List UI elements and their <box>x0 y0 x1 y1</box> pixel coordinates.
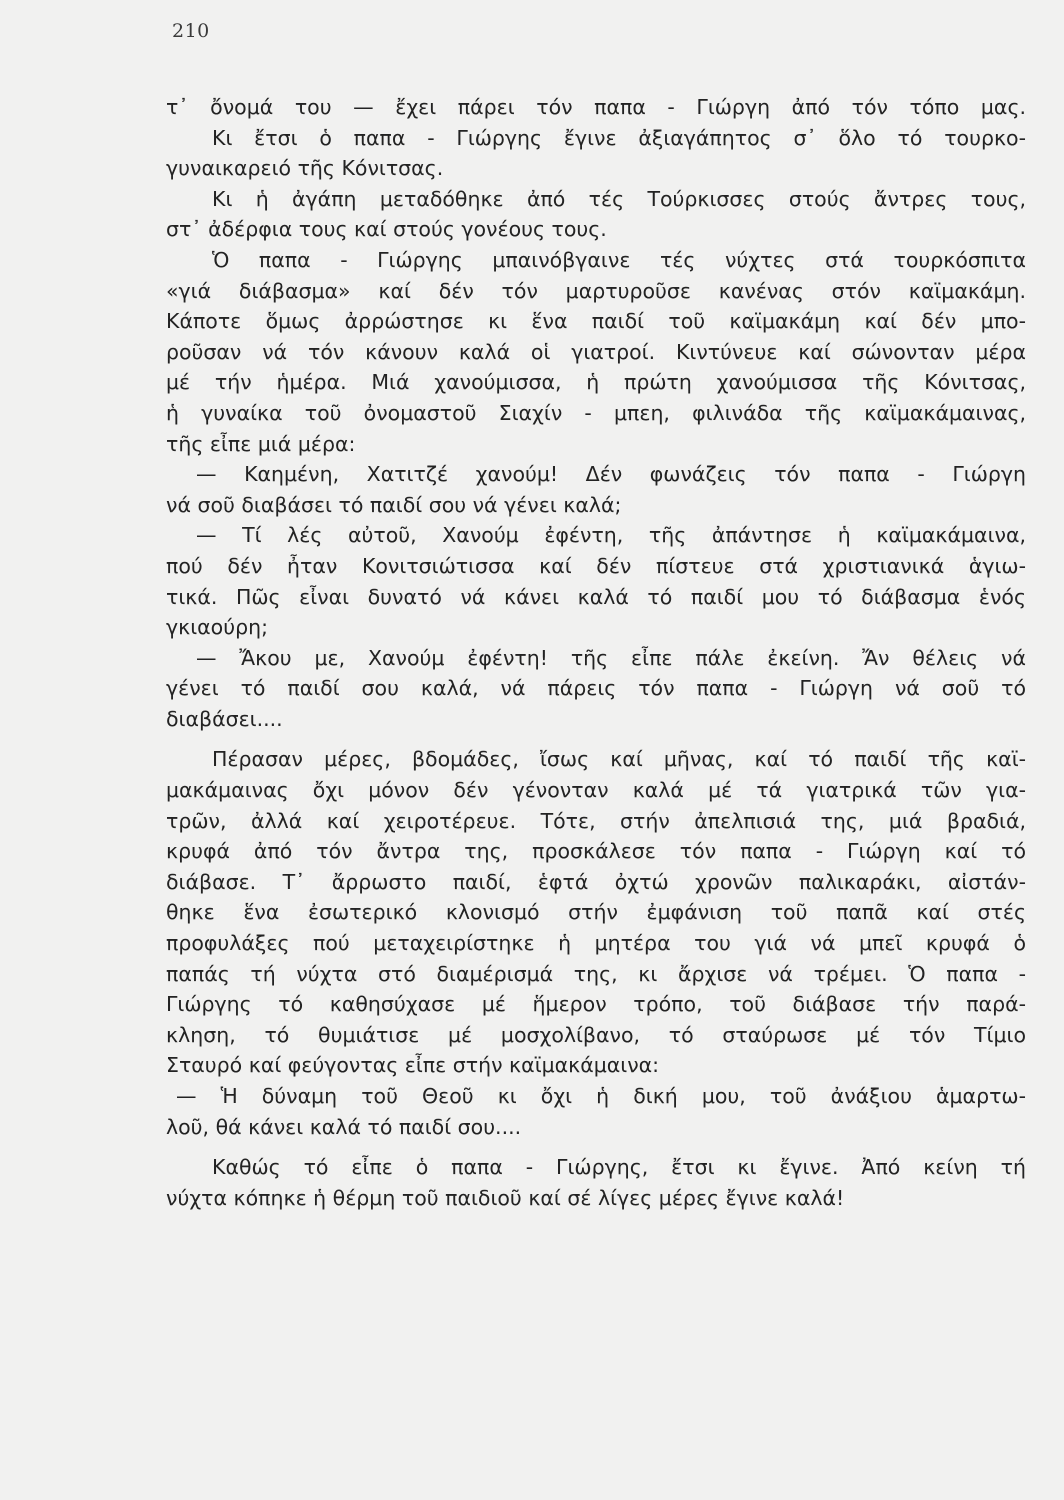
text-line: τῆς εἶπε μιά μέρα: <box>166 431 356 456</box>
text-line: ροῦσαν νά τόν κάνουν καλά οἱ γιατροί. Κιντύνευε καί σώνονταν μέρα <box>166 339 1026 364</box>
text-line: Κι ἡ ἀγάπη μεταδόθηκε ἀπό τές Τούρκισσες στούς ἄντρες τους, <box>212 186 1026 211</box>
text-line: — Καημένη, Χατιτζέ χανούμ! Δέν φωνάζεις τόν παπα - Γιώργη <box>196 462 1026 487</box>
text-line: Γιώργης τό καθησύχασε μέ ἥμερον τρόπο, τοῦ διάβασε τήν παρά- <box>166 992 1026 1017</box>
text-line: πού δέν ἦταν Κονιτσιώτισσα καί δέν πίστευε στά χριστιανικά ἁγιω- <box>166 553 1026 578</box>
text-line: ἡ γυναίκα τοῦ ὀνομαστοῦ Σιαχίν - μπεη, φιλινάδα τῆς καϊμακάμαινας, <box>166 400 1026 425</box>
paragraph-gap <box>166 734 1026 744</box>
body-text <box>166 92 1026 1213</box>
text-line: — Ἡ δύναμη τοῦ Θεοῦ κι ὄχι ἡ δική μου, τοῦ ἀνάξιου ἁμαρτω- <box>176 1084 1026 1108</box>
text-line: Καθώς τό εἶπε ὁ παπα - Γιώργης, ἔτσι κι ἔγινε. Ἀπό κείνη τή <box>212 1155 1026 1180</box>
text-line: λοῦ, θά κάνει καλά τό παιδί σου.... <box>166 1114 522 1139</box>
paragraph-gap <box>166 1142 1026 1152</box>
text-line: τρῶν, ἀλλά καί χειροτέρευε. Τότε, στήν ἀπελπισιά της, μιά βραδιά, <box>166 808 1026 833</box>
text-line: γένει τό παιδί σου καλά, νά πάρεις τόν παπα - Γιώργη νά σοῦ τό <box>166 676 1026 701</box>
text-line: Ὁ παπα - Γιώργης μπαινόβγαινε τές νύχτες στά τουρκόσπιτα <box>212 247 1026 272</box>
text-line: νύχτα κόπηκε ἡ θέρμη τοῦ παιδιοῦ καί σέ λίγες μέρες ἔγινε καλά! <box>166 1185 845 1210</box>
text-line: Σταυρό καί φεύγοντας εἶπε στήν καϊμακάμαινα: <box>166 1053 660 1078</box>
page-number: 210 <box>172 20 210 42</box>
text-line: νά σοῦ διαβάσει τό παιδί σου νά γένει καλά; <box>166 492 622 517</box>
text-line: μέ τήν ἡμέρα. Μιά χανούμισσα, ἡ πρώτη χανούμισσα τῆς Κόνιτσας, <box>166 370 1026 395</box>
text-line: Κάποτε ὅμως ἀρρώστησε κι ἕνα παιδί τοῦ καϊμακάμη καί δέν μπο- <box>166 309 1026 334</box>
text-line: Κι ἔτσι ὁ παπα - Γιώργης ἔγινε ἀξιαγάπητος σ᾽ ὅλο τό τουρκο- <box>212 125 1026 150</box>
text-line: παπάς τή νύχτα στό διαμέρισμά της, κι ἄρχισε νά τρέμει. Ὁ παπα - <box>166 961 1026 986</box>
text-line: — Τί λές αὐτοῦ, Χανούμ ἐφέντη, τῆς ἀπάντησε ἡ καϊμακάμαινα, <box>196 523 1026 548</box>
text-line: διαβάσει.... <box>166 706 283 731</box>
text-line: κρυφά ἀπό τόν ἄντρα της, προσκάλεσε τόν παπα - Γιώργη καί τό <box>166 839 1026 864</box>
text-line: μακάμαινας ὄχι μόνον δέν γένονταν καλά μέ τά γιατρικά τῶν για- <box>166 778 1026 803</box>
text-line: διάβασε. Τ᾽ ἄρρωστο παιδί, ἑφτά ὀχτώ χρονῶν παλικαράκι, αἰστάν- <box>166 869 1026 894</box>
text-line: «γιά διάβασμα» καί δέν τόν μαρτυροῦσε κανένας στόν καϊμακάμη. <box>166 278 1026 303</box>
text-line: — Ἄκου με, Χανούμ ἐφέντη! τῆς εἶπε πάλε ἐκείνη. Ἄν θέλεις νά <box>196 645 1026 670</box>
text-line: γκιαούρη; <box>166 615 268 640</box>
text-line: τ᾽ ὄνομά του — ἔχει πάρει τόν παπα - Γιώργη ἀπό τόν τόπο μας. <box>166 95 1026 119</box>
text-line: θηκε ἕνα ἐσωτερικό κλονισμό στήν ἐμφάνιση τοῦ παπᾶ καί στές <box>166 900 1026 925</box>
text-line: Πέρασαν μέρες, βδομάδες, ἴσως καί μῆνας, καί τό παιδί τῆς καϊ- <box>212 747 1026 772</box>
text-line: τικά. Πῶς εἶναι δυνατό νά κάνει καλά τό παιδί μου τό διάβασμα ἑνός <box>166 584 1026 609</box>
text-line: στ᾽ ἀδέρφια τους καί στούς γονέους τους. <box>166 217 607 242</box>
text-line: προφυλάξες πού μεταχειρίστηκε ἡ μητέρα του γιά νά μπεῖ κρυφά ὁ <box>166 931 1026 956</box>
text-line: κληση, τό θυμιάτισε μέ μοσχολίβανο, τό σταύρωσε μέ τόν Τίμιο <box>166 1022 1026 1047</box>
text-line: γυναικαρειό τῆς Κόνιτσας. <box>166 156 444 181</box>
